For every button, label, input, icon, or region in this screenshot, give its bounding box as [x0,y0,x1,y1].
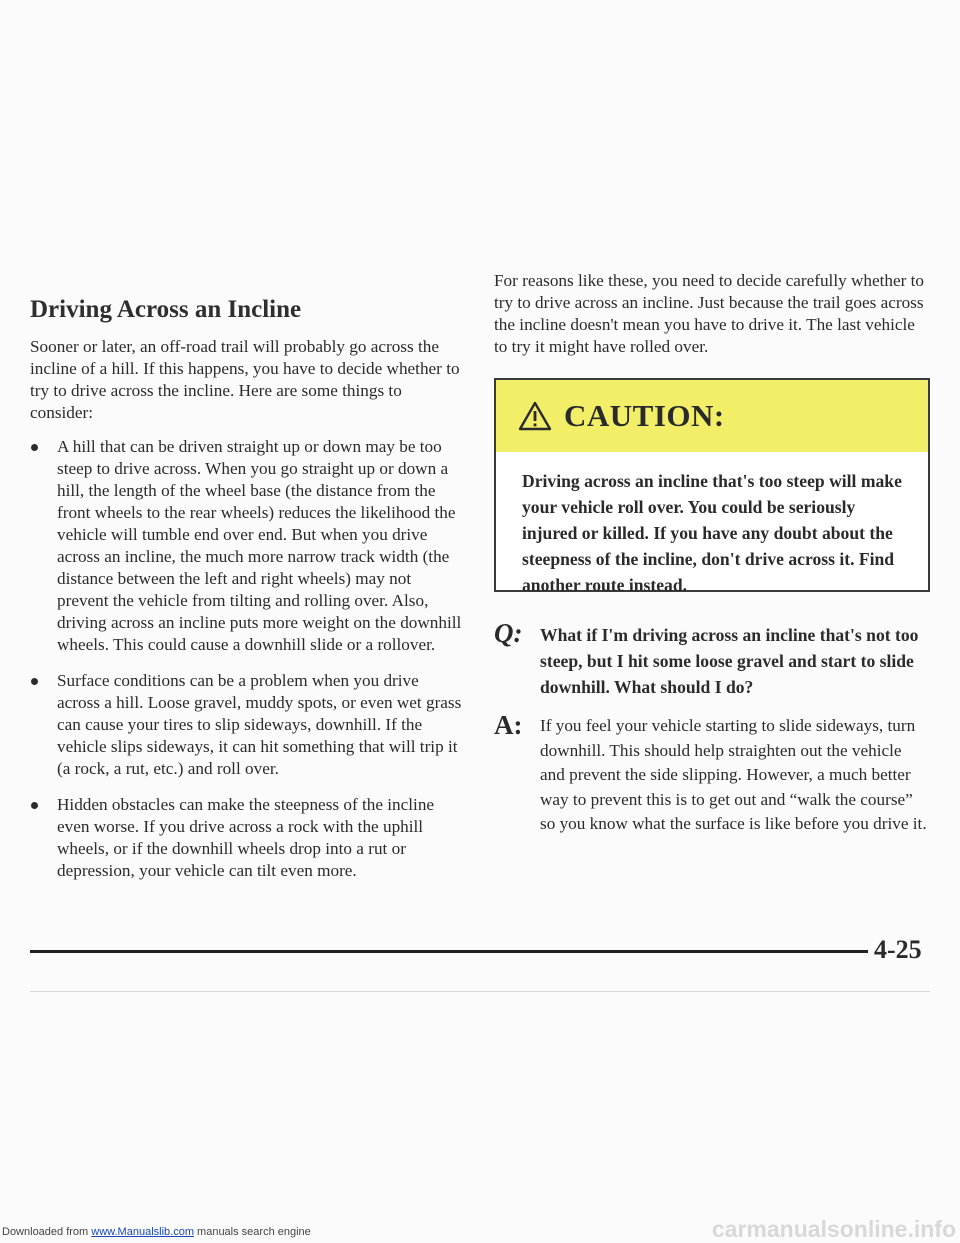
list-item [30,436,462,656]
footer-prefix: Downloaded from [2,1226,92,1238]
caution-box [494,378,930,595]
page-number: 4-25 [874,935,922,964]
bullet-text: Surface conditions can be a problem when you drive across a hill. Loose gravel, muddy spots, or even wet grass can cause your tires to slip sideways, downhill. If the vehicle slips sideways, it can hit something that will trip it (a rock, a rut, etc.) and roll over. [57,671,462,778]
bullet-icon [31,678,38,685]
answer-text: If you feel your vehicle starting to slide sideways, turn downhill. This should help straighten out the vehicle and prevent the side slipping. However, a much better way to prevent this is to get out and “walk the course” so you know what the surface is like before you drive it. [540,716,927,833]
list-item [30,670,462,780]
watermark: carmanualsonline.info [711,1216,956,1242]
divider [30,991,930,992]
left-column [30,296,462,896]
bullet-text: Hidden obstacles can make the steepness of the incline even worse. If you drive across a rock with the uphill wheels, or if the downhill wheels drop into a rut or depression, your vehicle can tilt even more. [57,795,435,880]
answer [494,710,930,837]
caution-label: CAUTION: [564,398,725,433]
bullet-text: A hill that can be driven straight up or down may be too steep to drive across. When you go straight up or down a hill, the length of the wheel base (the distance from the front wheels to the rear wheels) reduces the likelihood the vehicle will tumble end over end. But when you drive across an incline, the much more narrow track width (the distance between the left and right wheels) may not prevent the vehicle from tilting and rolling over. Also, driving across an incline puts more weight on the downhill wheels. This could cause a downhill slide or a rollover. [57,437,462,654]
footer-suffix: manuals search engine [193,1226,311,1238]
qa-block [494,618,930,837]
bullet-list [30,436,462,882]
manualslib-link[interactable]: www.Manualslib.com [91,1226,194,1238]
intro-paragraph: Sooner or later, an off-road trail will probably go across the incline of a hill. If this happens, you have to decide whether to try to drive across the incline. Here are some things to consider: [30,337,460,422]
warning-triangle-icon [518,401,552,431]
footer-rule [30,950,868,953]
question [494,618,930,700]
bullet-icon [31,802,38,809]
list-item [30,794,462,882]
bullet-icon [31,444,38,451]
answer-marker: A: [494,710,523,740]
right-column [494,270,930,837]
caution-header [496,380,928,452]
question-marker: Q: [494,618,523,648]
reasons-paragraph: For reasons like these, you need to decide carefully whether to try to drive across an incline. Just because the trail goes across the incline doesn't mean you have to drive it. The last vehicle to try it might have rolled over. [494,271,925,356]
question-text: What if I'm driving across an incline that's not too steep, but I hit some loose gravel and start to slide downhill. What should I do? [540,625,919,697]
section-title: Driving Across an Incline [30,296,302,323]
caution-text: Driving across an incline that's too steep will make your vehicle roll over. You could be seriously injured or killed. If you have any doubt about the steepness of the incline, don't drive across it. Find another route instead. [522,471,902,595]
download-footer [2,1226,311,1238]
